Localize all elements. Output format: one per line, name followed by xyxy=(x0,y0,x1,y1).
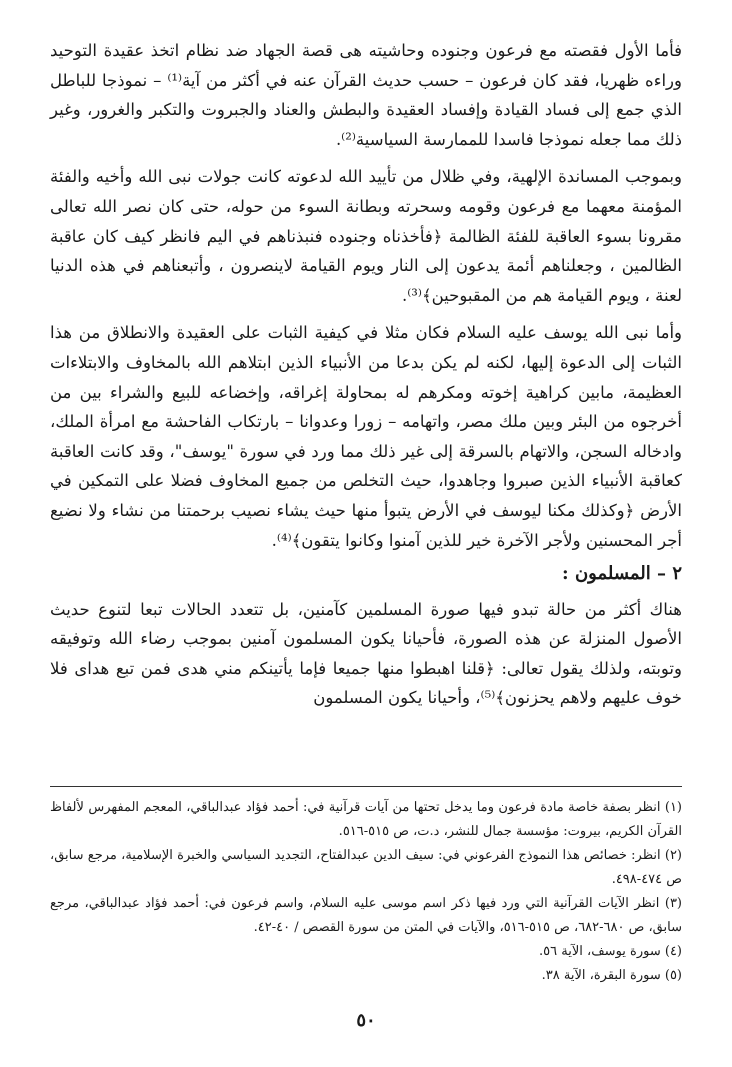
footnote-3: (٣) انظر الآيات القرآنية التي ورد فيها ذكر اسم موسى عليه السلام، واسم فرعون في: أحمد فؤاد عبدالباقي، مرجع سابق، ص ٦٨٠-٦٨٢، ص ٥١٥-٥١٦، والآيات في المتن من سورة القصص / ٤٠-٤٢. xyxy=(50,896,682,935)
paragraph-muslims-safe: هناك أكثر من حالة تبدو فيها صورة المسلمين كآمنين، بل تتعدد الحالات تبعا لتنوع حديث الأصول المنزلة عن هذه الصورة، فأحيانا يكون المسلمون آمنين بموجب رضاء الله وتوفيقه وتوبته، ولذلك يقول تعالى: ﴿قلنا اهبطوا منها جميعا فإما يأتينكم مني هدى فمن تبع هداى فلا خوف عليهم ولاهم يحزنون﴾⁽⁵⁾، وأحيانا يكون المسلمون xyxy=(50,599,682,708)
main-text xyxy=(50,36,682,713)
paragraph-divine-support: وبموجب المساندة الإلهية، وفي ظلال من تأييد الله لدعوته كانت جولات نبى الله وأخيه والفئة المؤمنة معهما مع فرعون وقومه وسحرته وبطانة السوء من حوله، حتى كان نصر الله تعالى مقرونا بسوء العاقبة للفئة الظالمة ﴿فأخذناه وجنوده فنبذناهم في اليم فانظر كيف كان عاقبة الظالمين ، وجعلناهم أئمة يدعون إلى النار ويوم القيامة لاينصرون ، وأتبعناهم في هذه الدنيا لعنة ، ويوم القيامة هم من المقبوحين﴾⁽³⁾. xyxy=(50,167,682,305)
section-heading: ٢ – المسلمون : xyxy=(562,563,682,585)
footnote-1: (١) انظر بصفة خاصة مادة فرعون وما يدخل تحتها من آيات قرآنية في: أحمد فؤاد عبدالباقي، المعجم المفهرس لألفاظ القرآن الكريم، بيروت: مؤسسة جمال للنشر، د.ت، ص ٥١٥-٥١٦. xyxy=(50,800,682,839)
footnotes xyxy=(50,796,682,988)
paragraph-pharaoh-story: فأما الأول فقصته مع فرعون وجنوده وحاشيته هى قصة الجهاد ضد نظام اتخذ عقيدة التوحيد وراءه ظهريا، فقد كان فرعون – حسب حديث القرآن عنه في أكثر من آية⁽¹⁾ – نموذجا للباطل الذي جمع إلى فساد القيادة وإفساد العقيدة والبطش والعناد والجبروت والتكبر والغرور، وغير ذلك مما جعله نموذجا فاسدا للممارسة السياسية⁽²⁾. xyxy=(50,41,682,149)
paragraph-prophet-yusuf: وأما نبى الله يوسف عليه السلام فكان مثلا في كيفية الثبات على العقيدة والانطلاق من هذا الثبات إلى الدعوة إليها، لكنه لم يكن بدعا من الأنبياء الذين ابتلاهم الله بالمخاوف والابتلاءات العظيمة، مابين كراهية إخوته ومكرهم له بمحاولة إغراقه، وإخضاعه للبيع والشراء بين من أخرجوه من البئر وبين ملك مصر، واتهامه – زورا وعدوانا – بارتكاب الفاحشة مع امرأة الملك، وادخاله السجن، والاتهام بالسرقة إلى غير ذلك مما ورد في سورة "يوسف"، وقد كانت العاقبة كعاقبة الأنبياء الذين صبروا وجاهدوا، حيث التخلص من جميع المخاوف فضلا على التمكين في الأرض ﴿وكذلك مكنا ليوسف في الأرض يتبوأ منها حيث يشاء نصيب برحمتنا من نشاء ولا نضيع أجر المحسنين ولأجر الآخرة خير للذين آمنوا وكانوا يتقون﴾⁽⁴⁾. xyxy=(50,323,682,550)
footnote-4: (٤) سورة يوسف، الآية ٥٦. xyxy=(539,944,682,959)
footnote-5: (٥) سورة البقرة، الآية ٣٨. xyxy=(541,968,682,983)
footnote-divider xyxy=(50,786,682,787)
footnote-2: (٢) انظر: خصائص هذا النموذج الفرعوني في: سيف الدين عبدالفتاح، التجديد السياسي والخبرة الإسلامية، مرجع سابق، ص ٤٧٤-٤٩٨. xyxy=(50,848,682,887)
page-number: ٥٠ xyxy=(356,1010,376,1031)
